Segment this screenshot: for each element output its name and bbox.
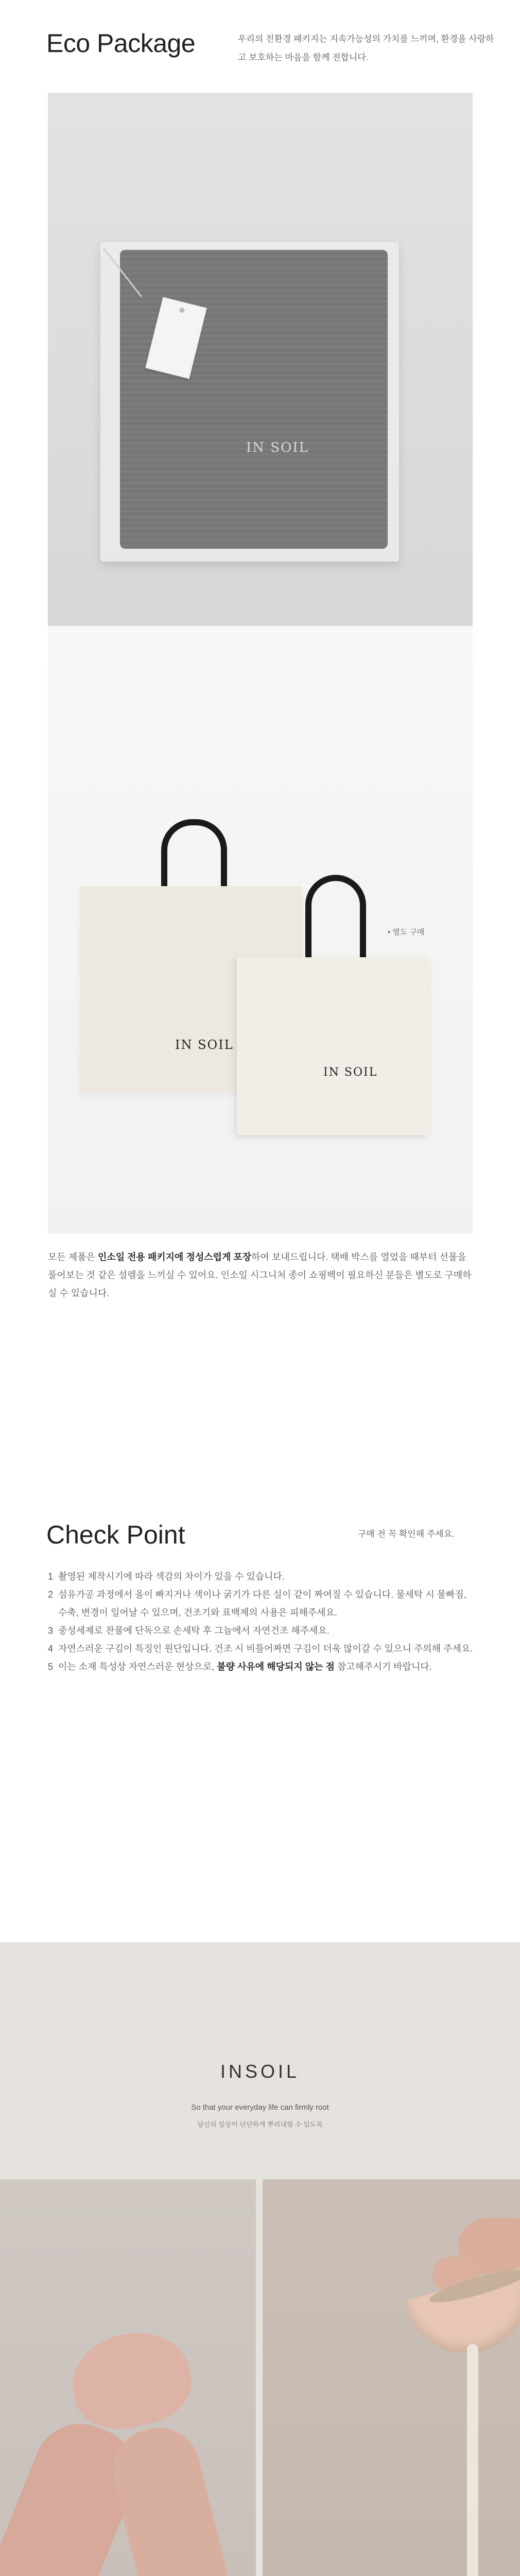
eco-package-description: 우리의 친환경 패키지는 지속가능성의 가치를 느끼며, 환경을 사랑하고 보호하는 마음을 함께 전합니다. (238, 34, 494, 62)
brand-name: INSOIL (220, 2061, 300, 2082)
check-point-bold: 불량 사유에 해당되지 않는 점 (217, 1662, 335, 1672)
small-bag-handle (305, 875, 366, 965)
tag-hole (179, 307, 185, 313)
eco-package-title: Eco Package (46, 29, 196, 58)
clasped-hands (64, 2323, 199, 2438)
check-point-item: 4 자연스러운 구김이 특징인 원단입니다. 건조 시 비틀어짜면 구김이 더욱 많이갈 수 있으니 주의해 주세요. (48, 1643, 473, 1654)
shopping-bags-photo (48, 626, 473, 1234)
check-point-item: 5 이는 소재 특성상 자연스러운 현상으로, 불량 사유에 해당되지 않는 점 참고해주시기 바랍니다. (48, 1662, 432, 1672)
brand-tagline-en: So that your everyday life can firmly root (191, 2103, 329, 2112)
eco-bag-logo: IN SOIL (246, 440, 309, 455)
check-point-list (48, 1568, 475, 1676)
check-point-subtitle: 구매 전 꼭 확인해 주세요. (358, 1529, 455, 1539)
check-point-title: Check Point (46, 1520, 185, 1549)
eco-package-note-bold: 인소일 전용 패키지에 정성스럽게 포장 (97, 1252, 252, 1262)
pouring-bowl-photo (263, 2179, 520, 2576)
big-bag-logo: IN SOIL (175, 1038, 234, 1052)
brand-tagline-ko: 당신의 일상이 단단하게 뿌리내릴 수 있도록 (197, 2121, 323, 2128)
pouring-stream (467, 2344, 478, 2576)
small-shopping-bag (237, 957, 430, 1135)
check-point-item: 3 중성세제로 찬물에 단독으로 손세탁 후 그늘에서 자연건조 해주세요. (48, 1625, 330, 1636)
check-point-item: 1 촬영된 제작시기에 따라 색감의 차이가 있을 수 있습니다. (48, 1571, 285, 1582)
eco-bag-frost (100, 242, 399, 562)
separate-purchase-note: • 별도 구매 (388, 928, 425, 937)
hands-photo (0, 2179, 256, 2576)
big-bag-handle (161, 819, 227, 894)
eco-bag-photo (48, 93, 473, 626)
small-bag-logo: IN SOIL (323, 1066, 378, 1079)
check-point-item: 2 섬유가공 과정에서 올이 빠지거나 색이나 굵기가 다른 실이 같이 짜여질 수 있습니다. 물세탁 시 물빠짐, 수축, 변경이 일어날 수 있으며, 건조기와 표백제의 사용은 피해주세요. (48, 1589, 466, 1618)
eco-package-note: 모든 제품은 인소일 전용 패키지에 정성스럽게 포장하여 보내드립니다. 택배 박스를 열었을 때부터 선물을 풀어보는 것 같은 설렘을 느끼실 수 있어요. 인소일 시그니처 종이 쇼핑백이 필요하신 분들은 별도로 구매하실 수 있습니다. (48, 1252, 472, 1298)
right-arm (104, 2419, 241, 2576)
